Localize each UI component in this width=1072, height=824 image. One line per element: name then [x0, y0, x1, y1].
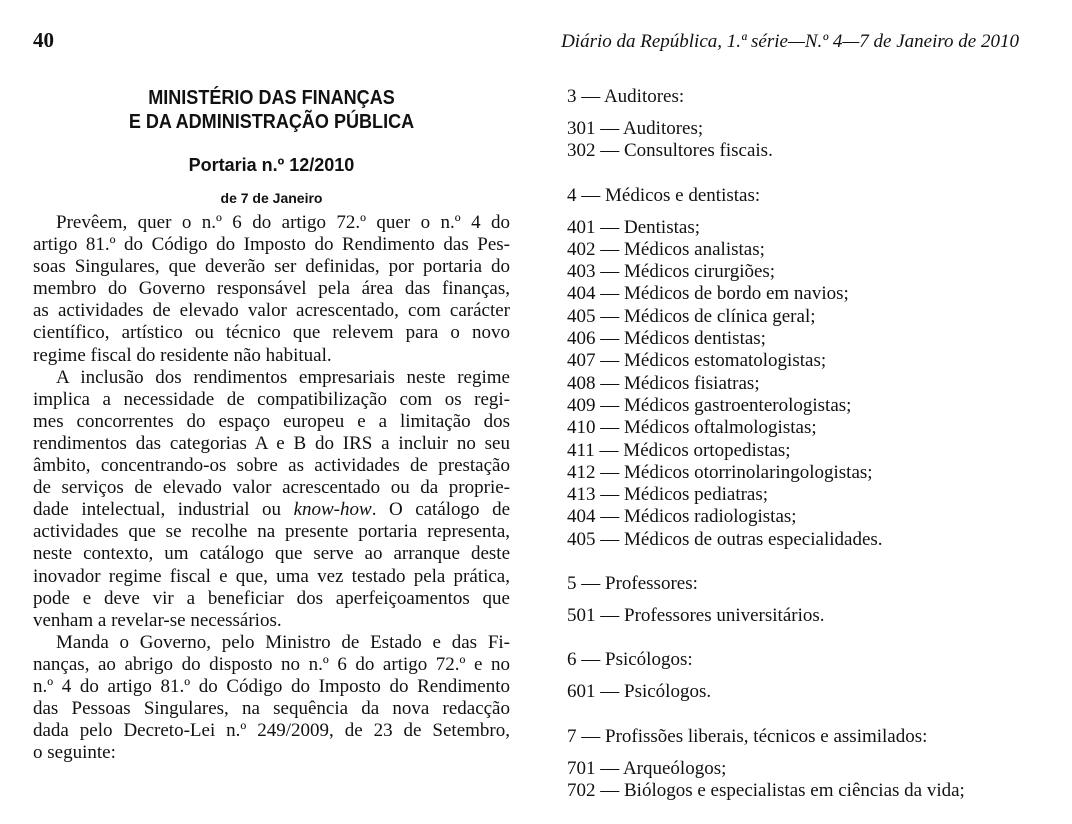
paragraph [33, 212, 510, 367]
list-item: 408 — Médicos fisiatras; [567, 372, 760, 394]
paragraph-line: venham a revelar-se necessários. [33, 609, 282, 631]
paragraph-line: Manda o Governo, pelo Ministro de Estado e das Fi- [56, 631, 510, 653]
paragraph-line: membro do Governo responsável pela área das finanças, [33, 278, 510, 300]
paragraph-line: de serviços de elevado valor acrescentado ou da proprie- [33, 477, 510, 499]
paragraph-line: das Pessoas Singulares, na sequência da nova redacção [33, 698, 510, 720]
list-item: 413 — Médicos pediatras; [567, 484, 769, 506]
ministry-heading-line2: E DA ADMINISTRAÇÃO PÚBLICA [128, 110, 415, 133]
list-item: 403 — Médicos cirurgiões; [567, 261, 776, 283]
portaria-title: Portaria n.º 12/2010 [188, 155, 355, 175]
paragraph-line: o seguinte: [33, 742, 116, 764]
list-item: 405 — Médicos de clínica geral; [567, 305, 816, 327]
category-list [567, 217, 1037, 551]
paragraph [33, 367, 510, 632]
category-list [567, 681, 1037, 703]
paragraph-line: dada pelo Decreto-Lei n.º 249/2009, de 23 de Setembro, [33, 720, 510, 742]
paragraph-line: pode e deve vir a beneficiar dos aperfeiçoamentos que [33, 587, 510, 609]
list-item: 301 — Auditores; [567, 118, 704, 139]
list-item: 409 — Médicos gastroenterologistas; [567, 394, 852, 416]
paragraph-line: n.º 4 do artigo 81.º do Código do Imposto do Rendimento [33, 675, 510, 697]
category-title: 4 — Médicos e dentistas: [567, 184, 761, 206]
list-item: 601 — Psicólogos. [567, 681, 712, 703]
page-number: 40 [33, 28, 54, 52]
category-list [567, 758, 1037, 803]
list-item: 302 — Consultores fiscais. [567, 140, 773, 162]
paragraph-line: mes concorrentes do espaço europeu e a limitação dos [33, 410, 510, 432]
paragraph-line: regime fiscal do residente não habitual. [33, 344, 332, 366]
paragraph-line: rendimentos das categorias A e B do IRS a incluir no seu [33, 432, 510, 454]
list-item: 401 — Dentistas; [567, 216, 700, 238]
category-block [567, 726, 1037, 803]
right-column [567, 86, 1037, 824]
list-item: 702 — Biólogos e especialistas em ciências da vida; [567, 779, 965, 801]
paragraph-line: as actividades de elevado valor acrescentado, com carácter [33, 300, 510, 322]
list-item: 412 — Médicos otorrinolaringologistas; [567, 461, 873, 483]
list-item: 501 — Professores universitários. [567, 605, 825, 627]
paragraph-line: dade intelectual, industrial ou know-how. O catálogo de [33, 499, 510, 521]
category-title: 6 — Psicólogos: [567, 649, 693, 671]
category-block [567, 649, 1037, 703]
preamble-text [33, 212, 510, 764]
ministry-heading-line1: MINISTÉRIO DAS FINANÇAS [148, 86, 395, 109]
list-item: 410 — Médicos oftalmologistas; [567, 417, 817, 439]
category-list [567, 605, 1037, 627]
portaria-date: de 7 de Janeiro [220, 190, 323, 206]
list-item: 411 — Médicos ortopedistas; [567, 439, 791, 461]
category-block [567, 185, 1037, 551]
paragraph-line: A inclusão dos rendimentos empresariais neste regime [56, 366, 510, 388]
paragraph-line: âmbito, concentrando-os sobre as actividades de prestação [33, 455, 510, 477]
list-item: 407 — Médicos estomatologistas; [567, 350, 827, 372]
paragraph-line: nanças, ao abrigo do disposto no n.º 6 do artigo 72.º e no [33, 653, 510, 675]
category-title: 3 — Auditores: [567, 86, 685, 107]
paragraph-line: actividades que se recolhe na presente portaria representa, [33, 521, 510, 543]
paragraph-line: soas Singulares, que deverão ser definidas, por portaria do [33, 256, 510, 278]
paragraph-line: artigo 81.º do Código do Imposto do Rendimento das Pes- [33, 234, 510, 256]
left-column [33, 86, 510, 764]
paragraph [33, 632, 510, 765]
category-title: 5 — Professores: [567, 573, 698, 595]
paragraph-line: neste contexto, um catálogo que serve ao arranque deste [33, 543, 510, 565]
paragraph-line: inovador regime fiscal e que, uma vez testado pela prática, [33, 565, 510, 587]
paragraph-line: científico, artístico ou técnico que relevem para o novo [33, 322, 510, 344]
list-item: 402 — Médicos analistas; [567, 238, 765, 260]
list-item: 701 — Arqueólogos; [567, 757, 727, 779]
category-block [567, 573, 1037, 627]
category-block [567, 86, 1037, 163]
paragraph-line: Prevêem, quer o n.º 6 do artigo 72.º quer o n.º 4 do [56, 212, 510, 233]
list-item: 406 — Médicos dentistas; [567, 328, 766, 350]
paragraph-line: implica a necessidade de compatibilização com os regi- [33, 388, 510, 410]
list-item: 404 — Médicos radiologistas; [567, 506, 797, 528]
category-title: 7 — Profissões liberais, técnicos e assimilados: [567, 725, 928, 747]
running-head: Diário da República, 1.ª série—N.º 4—7 de Janeiro de 2010 [561, 31, 1019, 52]
list-item: 404 — Médicos de bordo em navios; [567, 283, 849, 305]
list-item: 405 — Médicos de outras especialidades. [567, 528, 883, 550]
category-list [567, 118, 1037, 163]
